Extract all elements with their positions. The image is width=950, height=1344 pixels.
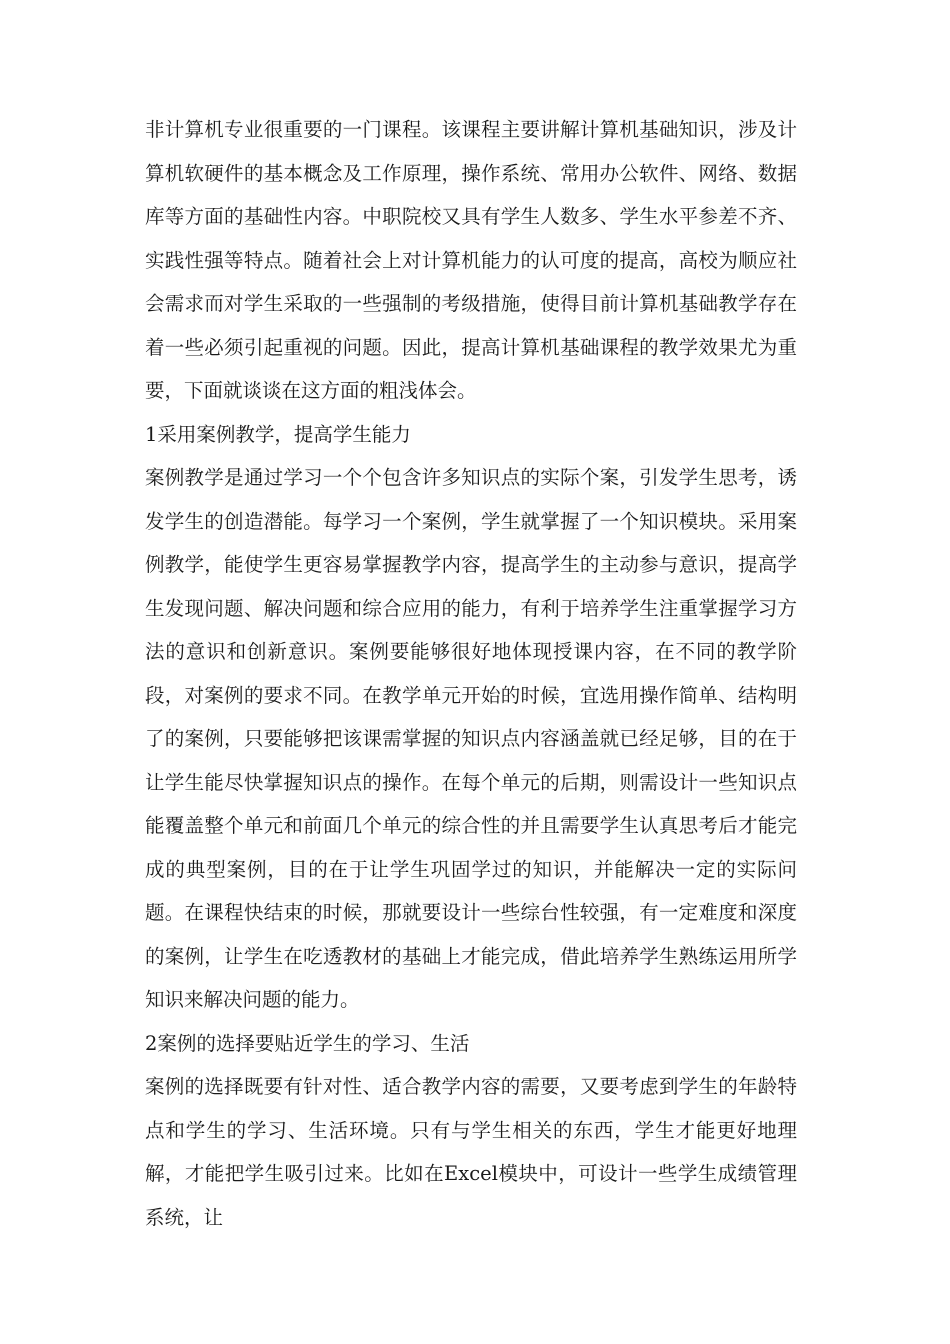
- section-2-paragraph: 案例的选择既要有针对性、适合教学内容的需要，又要考虑到学生的年龄特点和学生的学习、生活环境。只有与学生相关的东西，学生才能更好地理解，才能把学生吸引过来。比如在Excel模块中，可设计一些学生成绩管理系统，让: [145, 1075, 797, 1229]
- section-2-heading: 2案例的选择要贴近学生的学习、生活: [145, 1031, 470, 1055]
- section-1-heading: 1采用案例教学，提高学生能力: [145, 422, 411, 446]
- intro-paragraph: 非计算机专业很重要的一门课程。该课程主要讲解计算机基础知识，涉及计算机软硬件的基本概念及工作原理，操作系统、常用办公软件、网络、数据库等方面的基础性内容。中职院校又具有学生人数多、学生水平参差不齐、实践性强等特点。随着社会上对计算机能力的认可度的提高，高校为顺应社会需求而对学生采取的一些强制的考级措施，使得目前计算机基础教学存在着一些必须引起重视的问题。因此，提高计算机基础课程的教学效果尤为重要，下面就谈谈在这方面的粗浅体会。: [145, 118, 797, 402]
- section-1-paragraph: 案例教学是通过学习一个个包含许多知识点的实际个案，引发学生思考，诱发学生的创造潜能。每学习一个案例，学生就掌握了一个知识模块。采用案例教学，能使学生更容易掌握教学内容，提高学生的主动参与意识，提高学生发现问题、解决问题和综合应用的能力，有利于培养学生注重掌握学习方法的意识和创新意识。案例要能够很好地体现授课内容，在不同的教学阶段，对案例的要求不同。在教学单元开始的时候，宜选用操作简单、结构明了的案例，只要能够把该课需掌握的知识点内容涵盖就已经足够，目的在于让学生能尽快掌握知识点的操作。在每个单元的后期，则需设计一些知识点能覆盖整个单元和前面几个单元的综合性的并且需要学生认真思考后才能完成的典型案例，目的在于让学生巩固学过的知识，并能解决一定的实际问题。在课程快结束的时候，那就要设计一些综台性较强，有一定难度和深度的案例，让学生在吃透教材的基础上才能完成，借此培养学生熟练运用所学知识来解决问题的能力。: [145, 466, 797, 1011]
- document-body: [145, 108, 797, 1239]
